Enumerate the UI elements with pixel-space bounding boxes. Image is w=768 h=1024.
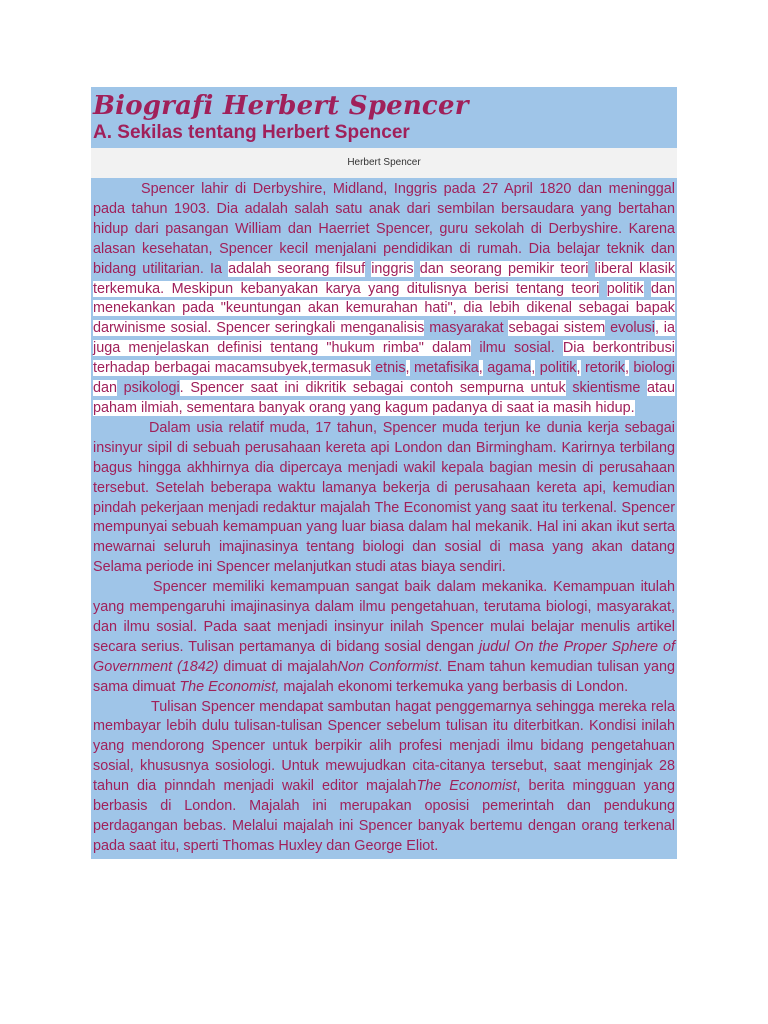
header-block	[91, 87, 677, 148]
section-heading: A. Sekilas tentang Herbert Spencer	[93, 122, 410, 143]
highlight-span: dan seorang pemikir teori	[419, 260, 589, 277]
text-span	[414, 261, 420, 277]
text-span: retorik	[580, 360, 625, 377]
text-span: Spencer memiliki kemampuan sangat baik dalam mekanika. Kemampuan itulah yang mempengaruhi imajinasinya dalam ilmu pengetahuan, terutama biologi, masyarakat, dan ilmu sosial. Pada saat menjadi insinyur inilah Spencer mulai belajar menulis artikel secara serius. Tulisan pertamanya di bidang sosial dengan	[93, 579, 675, 655]
highlight-span: politik	[606, 280, 644, 297]
paragraph-3	[93, 578, 675, 697]
highlight-span: atau paham ilmiah, sementara banyak orang yang kagum padanya di saat ia masih hidup.	[93, 380, 675, 416]
text-span: biologi	[628, 360, 675, 377]
paragraph-2: Dalam usia relatif muda, 17 tahun, Spencer muda terjun ke dunia kerja sebagai insinyur sipil di sebuah perusahaan kereta api London dan Birmingham. Karirnya terbilang bagus hingga akhhirnya dia dipercaya menjadi wakil kepala bagian mesin di perusahaan tersebut. Setelah beberapa waktu lamanya bekerja di perusahaan kereta api, kemudian pindah pekerjaan menjadi redaktur majalah The Economist yang saat itu terkenal. Spencer mempunyai sebuah kemampuan yang luar biasa dalam hal mekanik. Hal ini akan ikut serta mewarnai seluruh imajinasinya tentang biologi dan sosial di masa yang akan datang Selama periode ini Spencer melanjutkan studi atas biaya sendiri.	[93, 419, 675, 576]
text-span: Tulisan Spencer mendapat sambutan hagat penggemarnya sehingga mereka rela membayar lebih dulu tulisan-tulisan Spencer sebelum tulisan itu diterbitkan. Kondisi inilah yang mendorong Spencer untuk berpikir alih profesi menjadi ilmu bidang pengetahuan sosial, khususnya sosiologi. Untuk mewujudkan cita-citanya tersebut, saat menginjak 28 tahun dia pinndah menjadi wakil editor majalah	[93, 698, 675, 795]
paragraph-1	[93, 180, 675, 419]
text-span: masyarakat	[424, 320, 509, 337]
text-span: skientisme	[565, 380, 647, 397]
text-span: etnis	[370, 360, 406, 377]
text-span: evolusi	[605, 320, 655, 337]
highlight-span: terkemuka. Meskipun kebanyakan karya yang ditulisnya berisi tentang teori	[93, 280, 600, 297]
highlight-span: Dia berkontribusi terhadap berbagai macamsubyek,termasuk	[93, 340, 675, 377]
italic-text: judul On the Proper Sphere of Government (1842)	[93, 638, 675, 675]
italic-text: The Economist	[416, 778, 517, 795]
text-span: , berita mingguan yang berbasis di London. Majalah ini merupakan oposisi pemerintah dan pendukung perdagangan bebas. Melalui majalah ini Spencer banyak bertemu dengan orang terkenal pada saat itu, sperti Thomas Huxley dan George Eliot.	[93, 778, 676, 854]
image-caption: Herbert Spencer	[91, 148, 677, 178]
body-text	[91, 178, 677, 859]
text-span: dimuat di majalah	[218, 658, 338, 675]
text-span	[588, 261, 594, 277]
italic-text: Non Conformist	[337, 658, 439, 675]
text-span	[599, 281, 606, 297]
text-span: agama	[482, 360, 532, 377]
highlight-span: sebagai sistem	[508, 320, 606, 337]
highlight-span: ,	[624, 360, 629, 377]
highlight-span: ,	[531, 360, 536, 377]
text-span: metafisika	[409, 360, 479, 377]
paragraph-4	[93, 698, 675, 857]
text-span	[644, 281, 651, 297]
text-span: ilmu sosial.	[471, 340, 563, 357]
highlight-span: adalah seorang filsuf	[228, 260, 366, 277]
highlight-span: , ia juga menjelaskan definisi tentang "hukum rimba" dalam	[93, 320, 676, 357]
highlight-span: dan menekankan pada "keuntungan akan kemurahan hati", dia lebih dikenal sebagai bapak	[93, 280, 675, 317]
document	[91, 87, 677, 859]
text-span: politik	[535, 360, 577, 377]
page-title: Biografi Herbert Spencer	[93, 91, 469, 121]
highlight-span: ,	[576, 360, 581, 377]
highlight-span: ,	[478, 360, 483, 377]
highlight-span: . Spencer saat ini dikritik sebagai contoh sempurna untuk	[179, 380, 566, 397]
text-span: majalah ekonomi terkemuka yang berbasis di London.	[279, 678, 629, 695]
text-span: psikologi	[117, 380, 180, 397]
text-span: Spencer lahir di Derbyshire, Midland, Inggris pada 27 April 1820 dan meninggal pada tahun 1903. Dia adalah salah satu anak dari sembilan bersaudara yang bertahan hidup dari pasangan William dan Haerriet Spencer, guru sekolah di Derbyshire. Karena alasan kesehatan, Spencer kecil menjalani pendidikan di rumah. Dia belajar teknik dan bidang utilitarian. Ia	[93, 181, 675, 277]
text-span: . Enam tahun kemudian tulisan yang sama dimuat	[93, 658, 675, 695]
highlight-span: inggris	[371, 260, 414, 277]
highlight-span: ,	[405, 360, 410, 377]
highlight-span: liberal klasik	[594, 260, 676, 277]
highlight-span: darwinisme sosial. Spencer seringkali menganalisis	[93, 320, 425, 337]
highlight-span: dan	[93, 380, 118, 397]
italic-text: The Economist,	[179, 678, 280, 695]
